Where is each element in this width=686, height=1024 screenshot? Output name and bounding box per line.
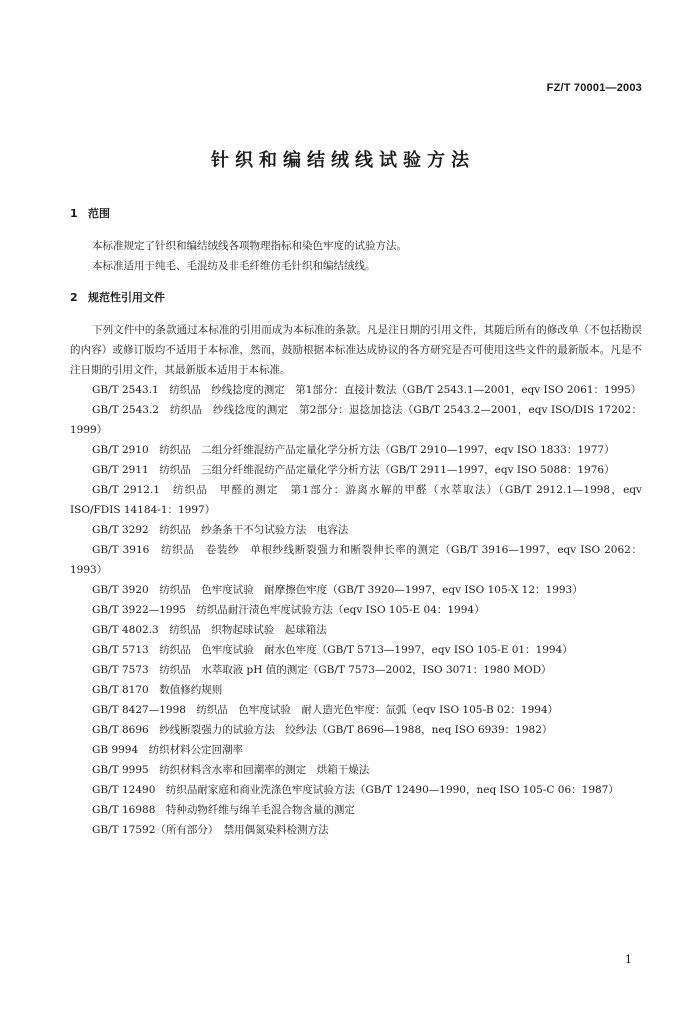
section-title: 规范性引用文件 <box>88 291 165 304</box>
references-intro-paragraph: 下列文件中的条款通过本标准的引用而成为本标准的条款。凡是注日期的引用文件，其随后所有的修改单（不包括勘误的内容）或修订版均不适用于本标准，然而，鼓励根据本标准达成协议的各方研究是否可使用这些文件的最新版本。凡是不注日期的引用文件，其最新版本适用于本标准。 <box>70 324 642 376</box>
reference-item: GB/T 2910 纺织品 二组分纤维混纺产品定量化学分析方法（GB/T 2910—1997，eqv ISO 1833：1977） <box>92 444 615 456</box>
scope-paragraph: 本标准适用于纯毛、毛混纺及非毛纤维仿毛针织和编结绒线。 <box>92 260 376 272</box>
reference-item: GB/T 3916 纺织品 卷装纱 单根纱线断裂强力和断裂伸长率的测定（GB/T 3916—1997，eqv ISO 2062：1993） <box>70 544 642 576</box>
section-number: 1 <box>70 207 78 220</box>
reference-list <box>70 380 642 840</box>
reference-item: GB/T 4802.3 纺织品 织物起球试验 起球箱法 <box>92 624 327 636</box>
section-number: 2 <box>70 291 78 304</box>
reference-item: GB/T 2911 纺织品 三组分纤维混纺产品定量化学分析方法（GB/T 2911—1997，eqv ISO 5088：1976） <box>92 464 615 476</box>
reference-item: GB/T 5713 纺织品 色牢度试验 耐水色牢度（GB/T 5713—1997，eqv ISO 105-E 01：1994） <box>92 644 573 656</box>
document-body <box>70 206 642 840</box>
scope-paragraph: 本标准规定了针织和编结绒线各项物理指标和染色牢度的试验方法。 <box>92 240 407 252</box>
reference-item: GB/T 7573 纺织品 水萃取液 pH 值的测定（GB/T 7573—2002，ISO 3071：1980 MOD） <box>92 664 552 676</box>
reference-item: GB/T 8427—1998 纺织品 色牢度试验 耐人造光色牢度：氙弧（eqv ISO 105-B 02：1994） <box>92 704 559 716</box>
document-title: 针织和编结绒线试验方法 <box>211 150 475 171</box>
reference-item: GB/T 8696 纱线断裂强力的试验方法 绞纱法（GB/T 8696—1988，neq ISO 6939：1982） <box>92 724 553 736</box>
reference-item: GB/T 2912.1 纺织品 甲醛的测定 第1部分：游离水解的甲醛（水萃取法）（GB/T 2912.1—1998，eqv ISO/FDIS 14184-1：1997） <box>70 484 642 516</box>
reference-item: GB/T 3922—1995 纺织品耐汗渍色牢度试验方法（eqv ISO 105-E 04：1994） <box>92 604 485 616</box>
section-heading-scope <box>70 206 642 222</box>
reference-item: GB 9994 纺织材料公定回潮率 <box>92 744 244 756</box>
reference-item: GB/T 17592（所有部分） 禁用偶氮染料检测方法 <box>92 824 329 836</box>
standard-code: FZ/T 70001—2003 <box>546 82 642 94</box>
reference-item: GB/T 2543.2 纺织品 纱线捻度的测定 第2部分：退捻加捻法（GB/T 2543.2—2001，eqv ISO/DIS 17202：1999） <box>70 404 642 436</box>
section-title: 范围 <box>88 207 110 220</box>
reference-item: GB/T 3920 纺织品 色牢度试验 耐摩擦色牢度（GB/T 3920—1997，eqv ISO 105-X 12：1993） <box>92 584 583 596</box>
reference-item: GB/T 16988 特种动物纤维与绵羊毛混合物含量的测定 <box>92 804 355 816</box>
reference-item: GB/T 8170 数值修约规则 <box>92 684 223 696</box>
section-heading-normative-references <box>70 290 642 306</box>
reference-item: GB/T 3292 纺织品 纱条条干不匀试验方法 电容法 <box>92 524 349 536</box>
page-number: 1 <box>625 953 632 966</box>
reference-item: GB/T 12490 纺织品耐家庭和商业洗涤色牢度试验方法（GB/T 12490—1990，neq ISO 105-C 06：1987） <box>92 784 619 796</box>
reference-item: GB/T 2543.1 纺织品 纱线捻度的测定 第1部分：直接计数法（GB/T 2543.1—2001，eqv ISO 2061：1995） <box>92 384 642 396</box>
reference-item: GB/T 9995 纺织材料含水率和回潮率的测定 烘箱干燥法 <box>92 764 370 776</box>
